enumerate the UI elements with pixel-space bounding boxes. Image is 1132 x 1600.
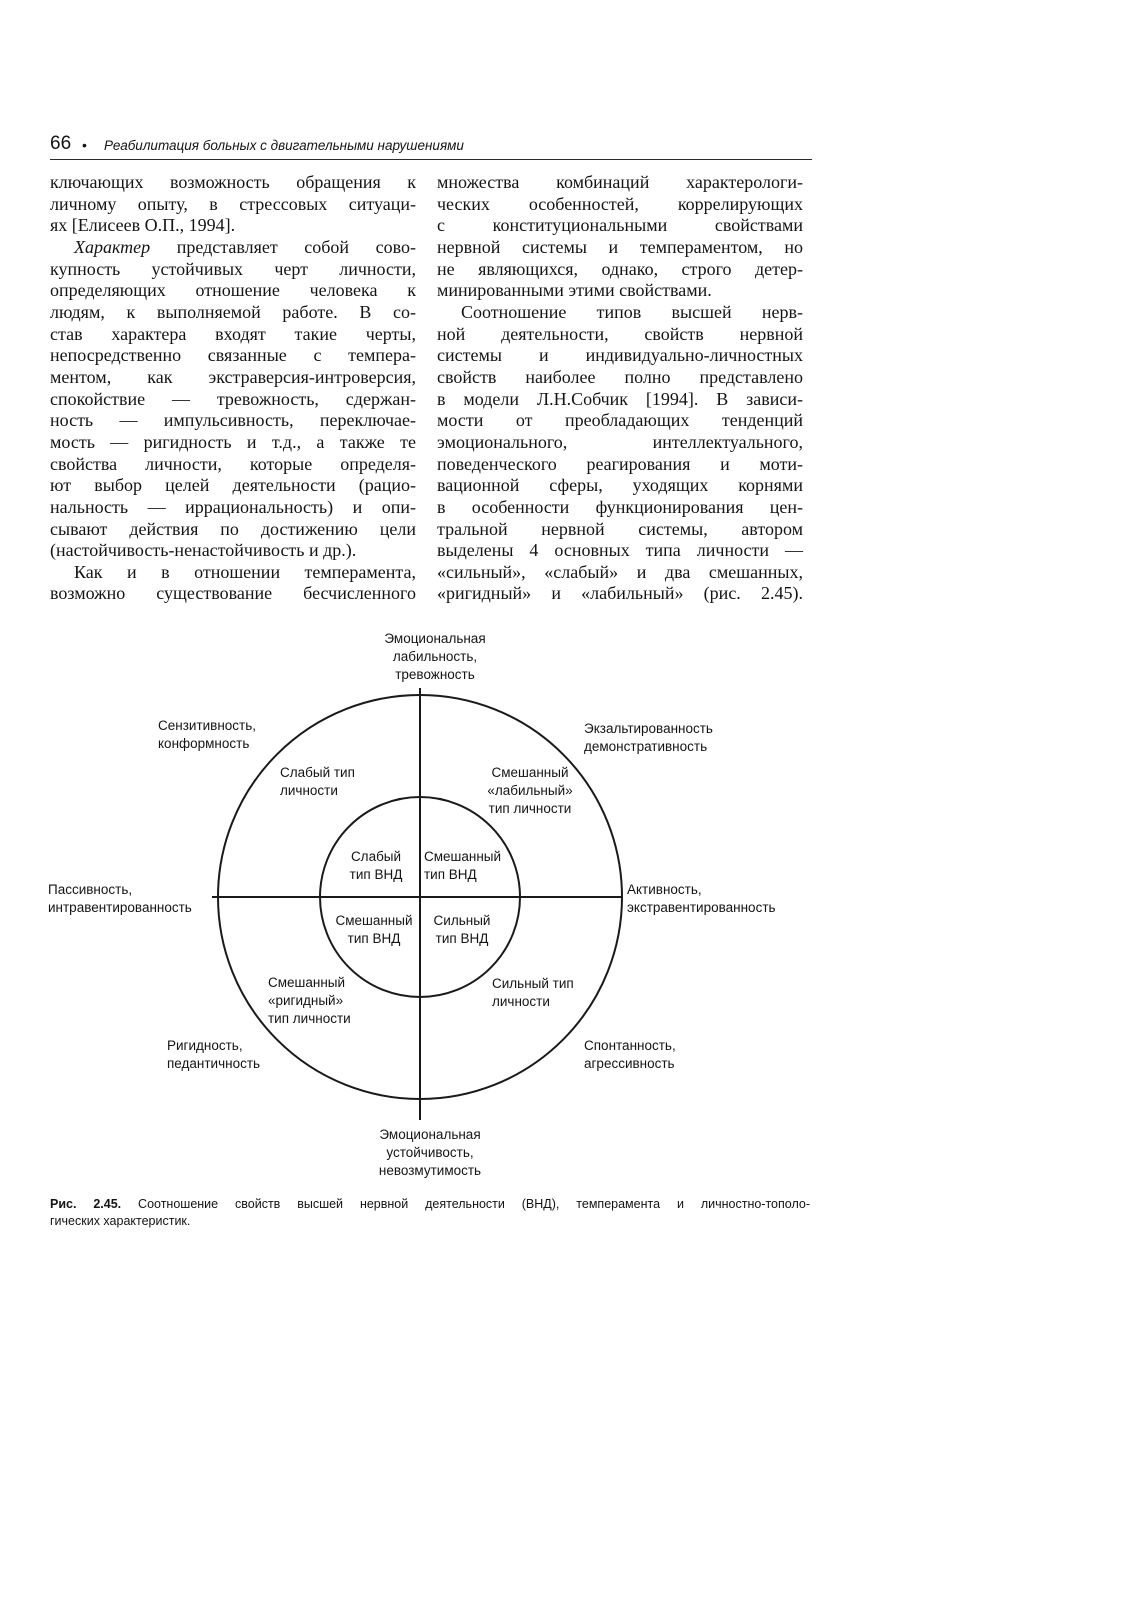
text-line: «сильный», «слабый» и два смешанных, — [437, 561, 803, 582]
text-line: мость — ригидность и т.д., а также те — [50, 431, 416, 452]
label-line: Смешанный — [268, 975, 346, 990]
label-lower-right-outside — [584, 1037, 676, 1073]
text-line: купность устойчивых черт личности, — [50, 258, 416, 279]
label-line: Слабый тип — [280, 765, 355, 780]
label-line: Активность, — [627, 882, 702, 897]
text-line — [50, 237, 416, 259]
label-line: Смешанный — [491, 765, 569, 780]
text-line: системы и индивидуально-личностных — [437, 345, 803, 366]
text-line: в особенности функционирования цен- — [437, 496, 803, 517]
text-line: «ригидный» и «лабильный» (рис. 2.45). — [437, 583, 803, 604]
text-line: людям, к выполняемой работе. В со- — [50, 301, 416, 322]
text-line: поведенческого реагирования и моти- — [437, 453, 803, 474]
running-title: Реабилитация больных с двигательными нарушениями — [104, 138, 464, 153]
text-line: выделены 4 основных типа личности — — [437, 540, 803, 561]
label-line: педантичность — [167, 1056, 261, 1071]
text-line: личному опыту, в стрессовых ситуаци- — [50, 193, 416, 214]
text-line: эмоционального, интеллектуального, — [437, 431, 803, 452]
label-line: Сильный — [433, 913, 491, 928]
caption-line — [50, 1196, 810, 1213]
label-line: тип ВНД — [435, 931, 489, 946]
label-line: тип личности — [488, 801, 572, 816]
text-line: в модели Л.Н.Собчик [1994]. В зависи- — [437, 388, 803, 409]
text-line: ческих особенностей, коррелирующих — [437, 193, 803, 214]
figure-personality-model — [0, 625, 1132, 1195]
text-line: минированными этими свойствами. — [437, 280, 712, 301]
text-line: ях [Елисеев О.П., 1994]. — [50, 215, 236, 236]
label-weak-vnd — [340, 848, 412, 884]
text-line: с конституциональными свойствами — [437, 215, 803, 236]
label-line: демонстративность — [584, 739, 708, 754]
label-line: личности — [492, 994, 550, 1009]
figure-caption — [50, 1196, 810, 1230]
paragraph — [50, 172, 416, 237]
text-line: свойства личности, которые определя- — [50, 453, 416, 474]
label-line: Слабый — [350, 849, 402, 864]
label-lower-left-outside — [167, 1037, 260, 1073]
paragraph — [437, 302, 803, 605]
text-line: непосредственно связанные с темпера- — [50, 345, 416, 366]
text-line: возможно существование бесчисленного — [50, 583, 416, 604]
text-line: мости от преобладающих тенденций — [437, 410, 803, 431]
label-right-pole — [627, 881, 776, 917]
text-line: нервной системы и темпераментом, но — [437, 236, 803, 257]
label-left-pole — [48, 881, 192, 917]
label-line: Сильный тип — [492, 976, 574, 991]
label-line: устойчивость, — [386, 1145, 474, 1160]
text-line: множества комбинаций характерологи- — [437, 172, 803, 192]
left-column — [50, 172, 416, 605]
label-line: интравентированность — [48, 900, 192, 915]
caption-text: Соотношение свойств высшей нервной деятельности (ВНД), темперамента и личностно-тополо- — [121, 1197, 810, 1211]
right-column — [437, 172, 803, 605]
label-strong-vnd — [426, 912, 498, 948]
text-line: определяющих отношение человека к — [50, 280, 416, 301]
label-weak-personality — [280, 764, 355, 800]
text-line: не являющихся, однако, строго детер- — [437, 258, 803, 279]
label-line: Экзальтированность — [584, 721, 713, 736]
text-line: ют выбор целей деятельности (рацио- — [50, 475, 416, 496]
label-line: агрессивность — [584, 1056, 675, 1071]
paragraph — [437, 172, 803, 302]
label-line: «ригидный» — [268, 993, 344, 1008]
paragraph — [50, 562, 416, 605]
header-bullet: • — [82, 137, 87, 153]
label-upper-left-outside — [158, 717, 256, 753]
page-number: 66 — [50, 133, 72, 154]
label-line: Эмоциональная — [384, 631, 486, 646]
label-line: тревожность — [395, 667, 475, 682]
text-line: вационной сферы, уходящих корнями — [437, 475, 803, 496]
text-line: ключающих возможность обращения к — [50, 172, 416, 192]
label-mixed-vnd-upper — [424, 848, 501, 884]
text-line: нальность — иррациональность) и опи- — [50, 496, 416, 517]
text-line: спокойствие — тревожность, сдержан- — [50, 388, 416, 409]
label-rigid-personality — [268, 974, 351, 1028]
label-line: Смешанный — [335, 913, 413, 928]
label-line: Ригидность, — [167, 1038, 243, 1053]
label-labile-personality — [470, 764, 590, 818]
text-line: ной деятельности, свойств нервной — [437, 323, 803, 344]
label-bottom-pole — [350, 1126, 510, 1180]
label-line: тип ВНД — [347, 931, 401, 946]
running-header — [50, 133, 812, 160]
text-line: (настойчивость-ненастойчивость и др.). — [50, 540, 357, 561]
text-line: тральной нервной системы, автором — [437, 518, 803, 539]
label-line: тип личности — [268, 1011, 351, 1026]
label-upper-right-outside — [584, 720, 713, 756]
label-line: конформность — [158, 736, 250, 751]
label-line: личности — [280, 783, 338, 798]
label-top-pole — [360, 630, 510, 684]
label-strong-personality — [492, 975, 574, 1011]
label-mixed-vnd-lower — [330, 912, 418, 948]
text-line: Соотношение типов высшей нерв- — [461, 301, 803, 322]
label-line: лабильность, — [392, 649, 478, 664]
text-line: ность — импульсивность, переключае- — [50, 410, 416, 431]
label-line: Пассивность, — [48, 882, 133, 897]
label-line: Спонтанность, — [584, 1038, 676, 1053]
text-line: свойств наиболее полно представлено — [437, 366, 803, 387]
caption-line: гических характеристик. — [50, 1214, 191, 1228]
label-line: невозмутимость — [378, 1163, 482, 1178]
term-character: Характер — [74, 236, 151, 257]
paragraph — [50, 237, 416, 562]
caption-label: Рис. 2.45. — [50, 1197, 122, 1211]
label-line: экстравентированность — [627, 900, 776, 915]
text-line: сывают действия по достижению цели — [50, 518, 416, 539]
text-fragment: представляет собой сово- — [150, 236, 416, 257]
text-line: ментом, как экстраверсия-интроверсия, — [50, 366, 416, 387]
label-line: тип ВНД — [424, 867, 477, 882]
text-line: Как и в отношении темперамента, — [74, 561, 416, 582]
label-line: Смешанный — [424, 849, 502, 864]
label-line: «лабильный» — [487, 783, 573, 798]
label-line: тип ВНД — [349, 867, 403, 882]
text-line: став характера входят такие черты, — [50, 323, 416, 344]
label-line: Сензитивность, — [158, 718, 257, 733]
label-line: Эмоциональная — [379, 1127, 481, 1142]
